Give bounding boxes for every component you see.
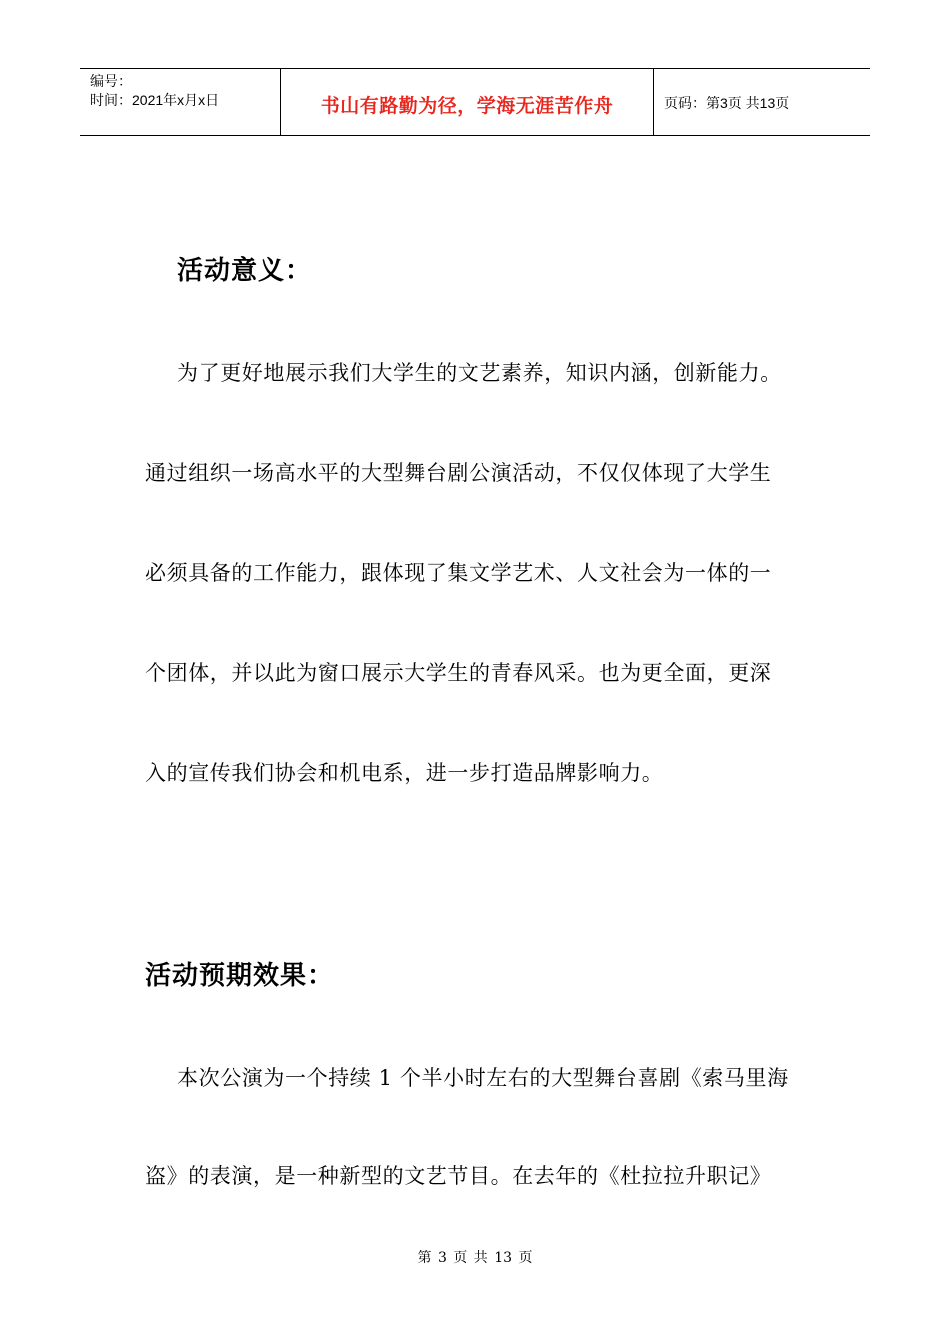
- header-motto: 书山有路勤为径，学海无涯苦作舟: [281, 69, 654, 135]
- document-header: [80, 68, 870, 136]
- paragraph-line: 通过组织一场高水平的大型舞台剧公演活动，不仅仅体现了大学生: [145, 461, 772, 485]
- document-number-label: 编号：: [90, 73, 132, 89]
- section-title-expected-effect: 活动预期效果：: [145, 961, 335, 991]
- header-meta-cell: [80, 69, 281, 135]
- paragraph-line: 个团体，并以此为窗口展示大学生的青春风采。也为更全面，更深: [145, 661, 772, 685]
- header-page-info: 页码：第3页 共13页: [664, 95, 790, 111]
- document-date-label: 时间：2021年x月x日: [90, 92, 220, 108]
- paragraph-line: 为了更好地展示我们大学生的文艺素养，知识内涵，创新能力。: [177, 361, 782, 385]
- page-footer: 第 3 页 共 13 页: [417, 1250, 533, 1266]
- paragraph-line: 盗》的表演，是一种新型的文艺节目。在去年的《杜拉拉升职记》: [145, 1164, 772, 1188]
- paragraph-line: 本次公演为一个持续 1 个半小时左右的大型舞台喜剧《索马里海: [177, 1066, 789, 1090]
- paragraph-line: 入的宣传我们协会和机电系，进一步打造品牌影响力。: [145, 761, 664, 785]
- section-title-significance: 活动意义：: [177, 256, 313, 286]
- paragraph-line: 必须具备的工作能力，跟体现了集文学艺术、人文社会为一体的一: [145, 561, 772, 585]
